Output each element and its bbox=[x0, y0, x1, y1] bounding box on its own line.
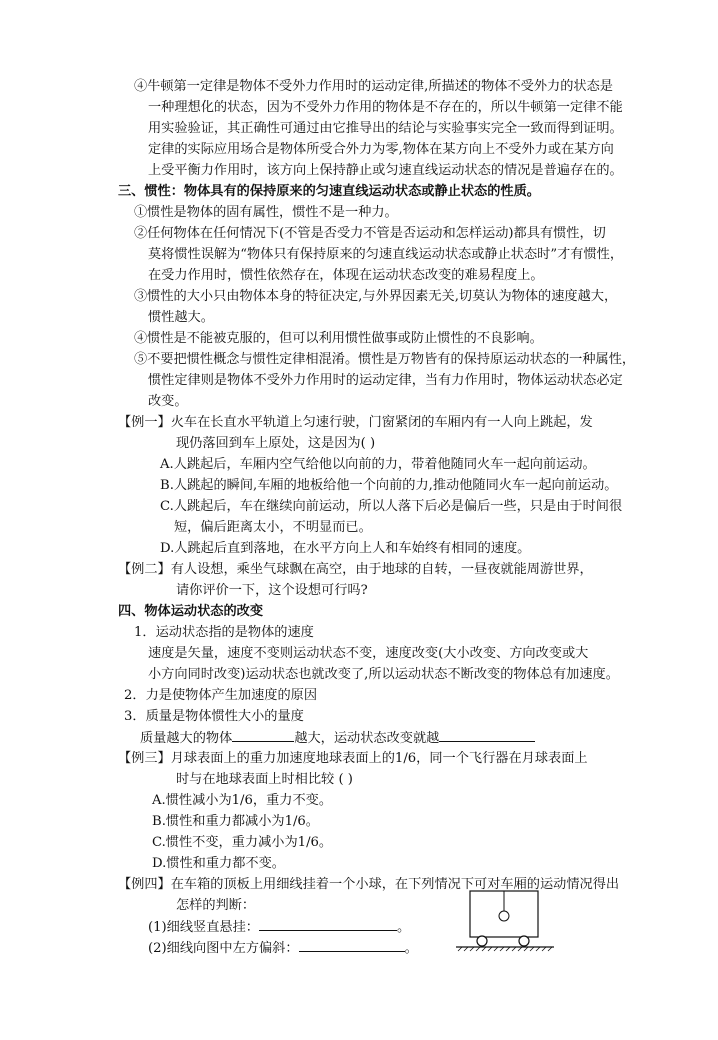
right-wheel bbox=[519, 936, 529, 946]
example3-option-c: C.惯性不变，重力减小为1/6。 bbox=[152, 835, 333, 850]
q2-label: (2)细线向图中左方偏斜： bbox=[148, 941, 299, 956]
q2-period: 。 bbox=[404, 941, 418, 956]
q1-label: (1)细线竖直悬挂： bbox=[148, 920, 259, 935]
inertia-heading: 三、惯性：物体具有的保持原来的匀速直线运动状态或静止状态的性质。 bbox=[118, 184, 540, 199]
example3-option-d: D.惯性和重力都不变。 bbox=[152, 856, 285, 871]
example3-option-b: B.惯性和重力都减小为1/6。 bbox=[152, 814, 319, 829]
example4-question2 bbox=[148, 938, 418, 959]
fill-text-a: 质量越大的物体 bbox=[140, 731, 233, 746]
example4-question1 bbox=[148, 917, 410, 938]
example1-option-d: D.人跳起后直到落地，在水平方向上人和车始终有相同的速度。 bbox=[160, 541, 531, 556]
blank-inertia[interactable] bbox=[232, 728, 294, 742]
inertia-item1: ①惯性是物体的固有属性，惯性不是一种力。 bbox=[134, 205, 398, 220]
inertia-item2-line2: 莫将惯性误解为“物体只有保持原来的匀速直线运动状态或静止状态时”才有惯性， bbox=[148, 247, 624, 262]
example3-stem-line1: 【例三】月球表面上的重力加速度地球表面上的1/6，同一个飞行器在月球表面上 bbox=[118, 751, 588, 766]
example2-stem-line1: 【例二】有人设想，乘坐气球飘在高空，由于地球的自转，一昼夜就能周游世界， bbox=[118, 562, 593, 577]
inertia-item3-line2: 惯性越大。 bbox=[148, 310, 214, 325]
newton-item4-line5: 上受平衡力作用时，该方向上保持静止或匀速直线运动状态的情况是普遍存在的。 bbox=[148, 163, 623, 178]
motion-point3: 3．质量是物体惯性大小的量度 bbox=[124, 709, 304, 724]
cart-pendulum-diagram bbox=[452, 886, 562, 952]
inertia-item5-line1: ⑤不要把惯性概念与惯性定律相混淆。惯性是万物皆有的保持原运动状态的一种属性， bbox=[134, 352, 636, 367]
q1-period: 。 bbox=[397, 920, 411, 935]
left-wheel bbox=[477, 936, 487, 946]
motion-point1-title: 1．运动状态指的是物体的速度 bbox=[134, 625, 314, 640]
newton-item4-line3: 用实验验证，其正确性可通过由它推导出的结论与实验事实完全一致而得到证明。 bbox=[148, 121, 623, 136]
hanging-ball bbox=[499, 911, 509, 921]
newton-item4-line2: 一种理想化的状态，因为不受外力作用的物体是不存在的，所以牛顿第一定律不能 bbox=[148, 100, 623, 115]
example1-stem-line2: 现仍落回到车上原处，这是因为( ) bbox=[176, 436, 376, 451]
q2-answer-blank[interactable] bbox=[299, 938, 405, 952]
inertia-item3-line1: ③惯性的大小只由物体本身的特征决定,与外界因素无关,切莫认为物体的速度越大， bbox=[134, 289, 618, 304]
example4-stem-line1: 【例四】在车箱的顶板上用细线挂着一个小球，在下列情况下可对车厢的运动情况得出 bbox=[118, 877, 620, 892]
example1-option-b: B.人跳起的瞬间,车厢的地板给他一个向前的力,推动他随同火车一起向前运动。 bbox=[160, 478, 618, 493]
blank-difficulty[interactable] bbox=[439, 728, 535, 742]
inertia-item2-line1: ②任何物体在任何情况下(不管是否受力不管是否运动和怎样运动)都具有惯性，切 bbox=[134, 226, 606, 241]
newton-item4-line1: ④牛顿第一定律是物体不受外力作用时的运动定律,所描述的物体不受外力的状态是 bbox=[134, 79, 613, 94]
motion-point2: 2．力是使物体产生加速度的原因 bbox=[124, 688, 318, 703]
motion-point3-fill-line bbox=[140, 728, 535, 749]
inertia-item2-line3: 在受力作用时，惯性依然存在，体现在运动状态改变的难易程度上。 bbox=[148, 268, 544, 283]
example3-option-a: A.惯性减小为1/6，重力不变。 bbox=[152, 793, 333, 808]
example1-option-a: A.人跳起后，车厢内空气给他以向前的力，带着他随同火车一起向前运动。 bbox=[160, 457, 596, 472]
q1-answer-blank[interactable] bbox=[259, 917, 397, 931]
example4-stem-line2: 怎样的判断： bbox=[176, 898, 256, 913]
example1-stem-line1: 【例一】火车在长直水平轨道上匀速行驶，门窗紧闭的车厢内有一人向上跳起，发 bbox=[118, 415, 593, 430]
inertia-item5-line2: 惯性定律则是物体不受外力作用时的运动定律，当有力作用时，物体运动状态必定 bbox=[148, 373, 623, 388]
inertia-item5-line3: 改变。 bbox=[148, 394, 188, 409]
motion-point1-text-line1: 速度是矢量，速度不变则运动状态不变，速度改变(大小改变、方向改变或大 bbox=[148, 646, 589, 661]
newton-item4-line4: 定律的实际应用场合是物体所受合外力为零,物体在某方向上不受外力或在某方向 bbox=[148, 142, 614, 157]
inertia-item4: ④惯性是不能被克服的，但可以利用惯性做事或防止惯性的不良影响。 bbox=[134, 331, 543, 346]
example2-stem-line2: 请你评价一下，这个设想可行吗? bbox=[176, 583, 368, 598]
motion-point1-text-line2: 小方向同时改变)运动状态也就改变了,所以运动状态不断改变的物体总有加速度。 bbox=[148, 667, 619, 682]
fill-text-b: 越大，运动状态改变就越 bbox=[294, 731, 440, 746]
example1-option-c-line1: C.人跳起后，车在继续向前运动，所以人落下后必是偏后一些，只是由于时间很 bbox=[160, 499, 623, 514]
example1-option-c-line2: 短，偏后距离太小，不明显而已。 bbox=[174, 520, 372, 535]
example3-stem-line2: 时与在地球表面上时相比较 ( ) bbox=[176, 772, 353, 787]
motion-change-heading: 四、物体运动状态的改变 bbox=[118, 604, 264, 619]
